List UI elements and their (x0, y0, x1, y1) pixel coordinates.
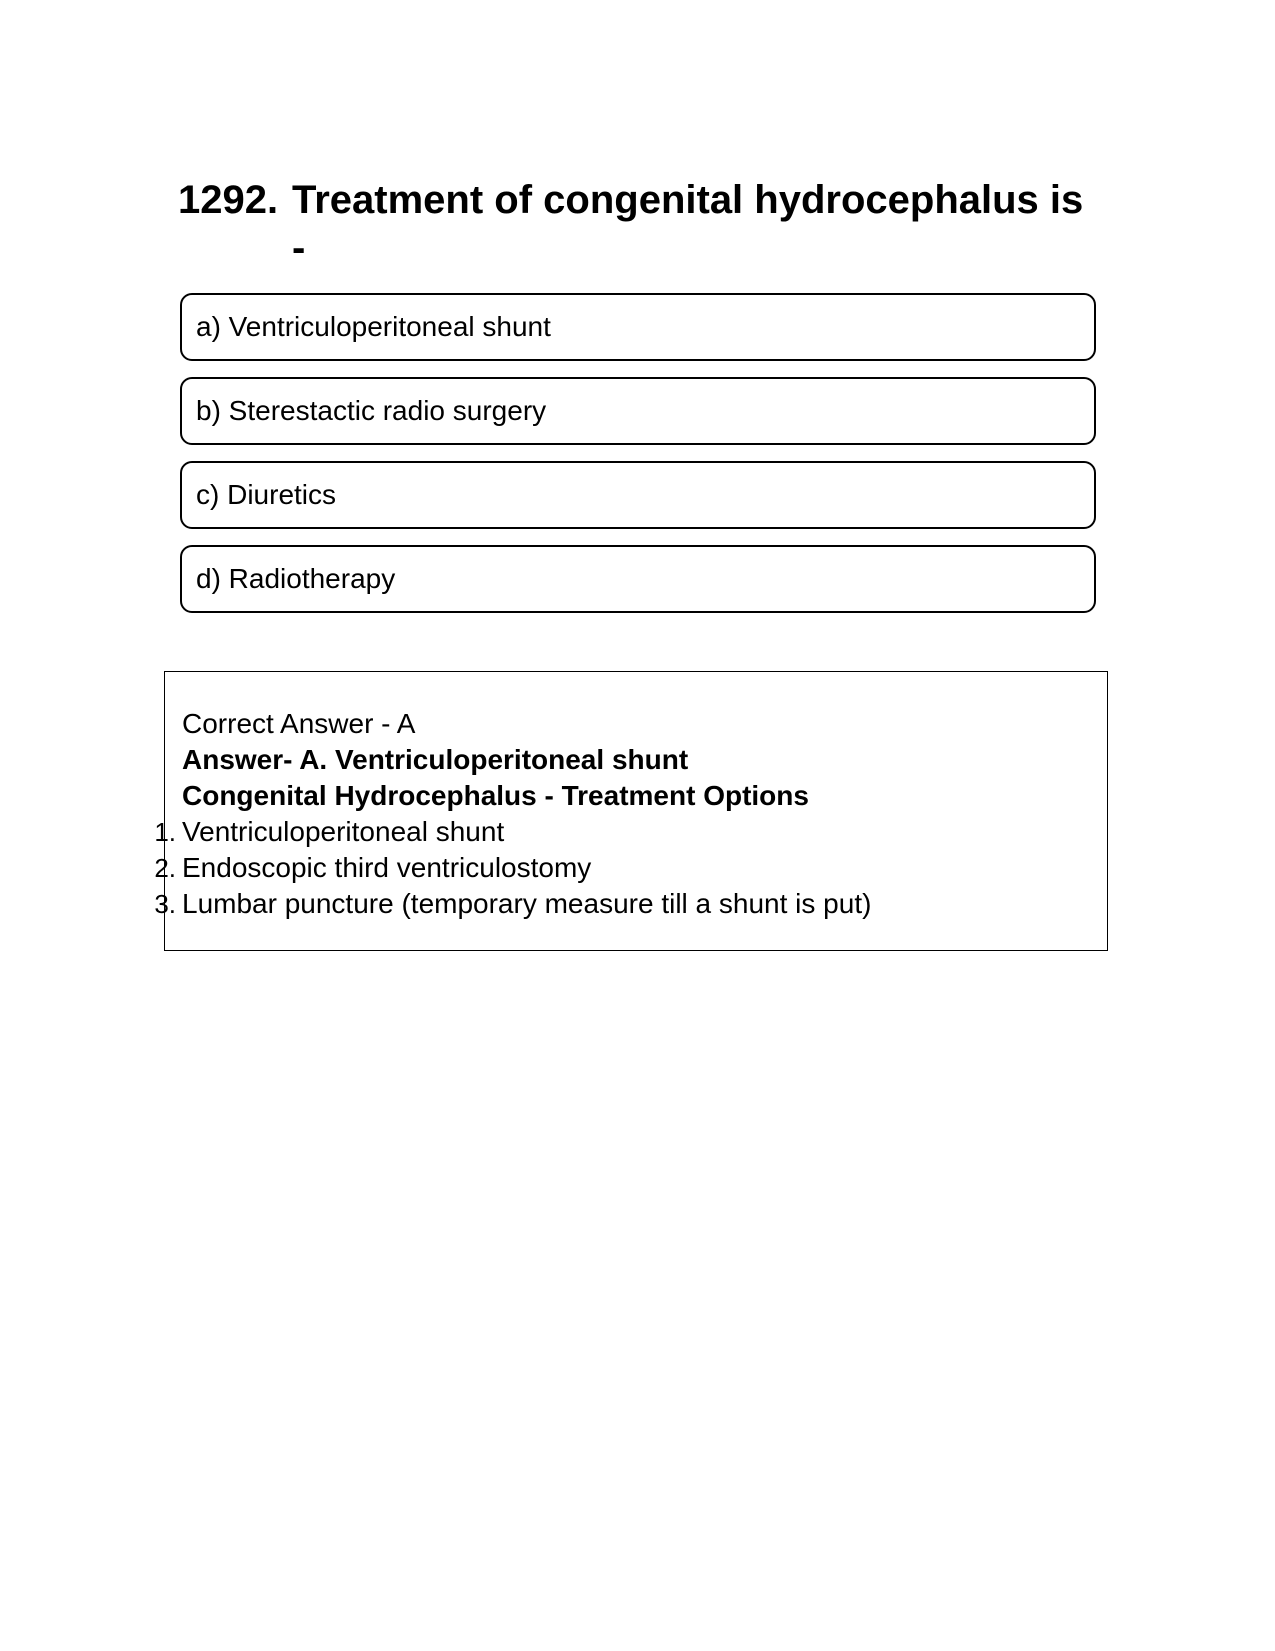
list-item-number: 2. (154, 853, 176, 883)
question-text: Treatment of congenital hydrocephalus is - (292, 178, 1084, 270)
list-item-number: 3. (154, 889, 176, 919)
list-item (154, 886, 1107, 922)
question-number: 1292. (178, 178, 279, 222)
treatment-options-heading: Congenital Hydrocephalus - Treatment Options (182, 780, 809, 811)
list-item-text: Ventriculoperitoneal shunt (182, 816, 505, 847)
option-c[interactable] (180, 461, 1096, 529)
options-list (180, 293, 1096, 629)
list-item-text: Endoscopic third ventriculostomy (182, 852, 592, 883)
list-item (154, 850, 1107, 886)
list-item-text: Lumbar puncture (temporary measure till a shunt is put) (182, 888, 872, 919)
option-d[interactable] (180, 545, 1096, 613)
answer-explanation-box (154, 671, 1108, 951)
correct-answer-text: Correct Answer - A (182, 708, 416, 739)
option-d-label: d) Radiotherapy (196, 563, 396, 594)
list-item-number: 1. (154, 817, 176, 847)
option-b[interactable] (180, 377, 1096, 445)
list-item (154, 814, 1107, 850)
option-c-label: c) Diuretics (196, 479, 337, 510)
option-b-label: b) Sterestactic radio surgery (196, 395, 547, 426)
option-a[interactable] (180, 293, 1096, 361)
treatment-options-list (154, 814, 1107, 922)
option-a-label: a) Ventriculoperitoneal shunt (196, 311, 551, 342)
answer-heading: Answer- A. Ventriculoperitoneal shunt (182, 744, 689, 775)
question-heading (178, 176, 1098, 272)
